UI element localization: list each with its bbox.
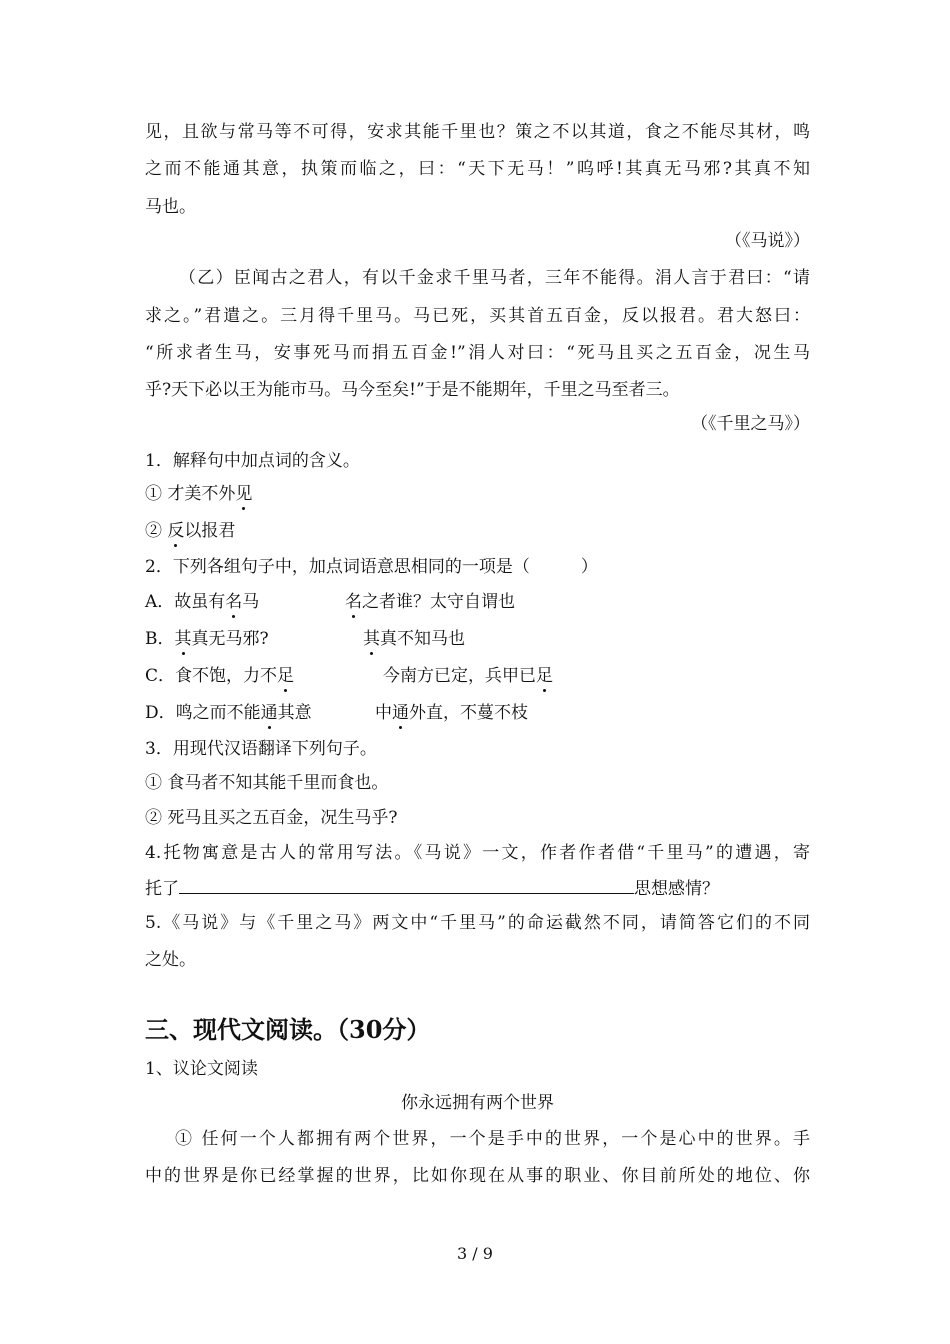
dotted-word: 反: [167, 521, 185, 541]
passage-a-line-1: 见，且欲与常马等不可得，安求其能千里也？策之不以其道，食之不能尽其材，鸣: [145, 122, 810, 142]
dotted-word: 名: [225, 592, 243, 612]
question-2-option-c: C．食不饱，力不足 今南方已定，兵甲已足: [145, 666, 553, 686]
dotted-word: 足: [277, 666, 295, 686]
passage-a-line-3: 马也。: [145, 197, 196, 217]
question-5-line-1: 5.《马说》与《千里之马》两文中“千里马”的命运截然不同，请简答它们的不同: [145, 913, 810, 933]
article-line-1: ① 任何一个人都拥有两个世界，一个是手中的世界，一个是心中的世界。手: [175, 1129, 810, 1149]
passage-b-line-3: “所求者生马，安事死马而捐五百金!”涓人对曰：“死马且买之五百金，况生马: [145, 343, 810, 363]
dotted-word: 通: [392, 703, 409, 723]
question-3-item-2: ② 死马且买之五百金，况生马乎?: [145, 808, 398, 828]
question-3-item-1: ① 食马者不知其能千里而食也。: [145, 773, 389, 793]
question-2-option-a: A．故虽有名马 名之者谁？太守自谓也: [145, 592, 515, 612]
section-3-heading: 三、现代文阅读。（30分）: [145, 1015, 431, 1044]
passage-a-line-2: 之而不能通其意，执策而临之，曰：“天下无马！”呜呼!其真无马邪?其真不知: [145, 159, 810, 179]
answer-blank[interactable]: [179, 878, 634, 894]
article-title: 你永远拥有两个世界: [401, 1093, 554, 1113]
dotted-word: 其: [174, 629, 192, 649]
question-3-stem: 3．用现代汉语翻译下列句子。: [145, 739, 377, 759]
page-number: 3 / 9: [457, 1244, 493, 1263]
question-2-option-d: D．鸣之而不能通其意 中通外直，不蔓不枝: [145, 703, 528, 723]
question-1-item-2: ② 反以报君: [145, 521, 236, 541]
dotted-word: 足: [536, 666, 553, 686]
question-2-option-b: B．其真无马邪? 其真不知马也: [145, 629, 465, 649]
dotted-word: 见: [235, 484, 253, 504]
question-5-line-2: 之处。: [145, 950, 196, 970]
question-1-stem: 1．解释句中加点词的含义。: [145, 451, 360, 471]
dotted-word: 名: [345, 592, 362, 612]
question-2-stem: 2．下列各组句子中，加点词语意思相同的一项是（ ）: [145, 557, 598, 577]
question-4-line-1: 4.托物寓意是古人的常用写法。《马说》一文，作者作者借“千里马”的遭遇，寄: [145, 843, 810, 863]
dotted-word: 通: [260, 703, 278, 723]
passage-b-line-4: 乎?天下必以王为能市马。马今至矣!”于是不能期年，千里之马至者三。: [145, 380, 680, 400]
question-4-line-2: 托了 思想感情？: [145, 879, 719, 899]
passage-b-source: （《千里之马》）: [691, 414, 810, 434]
section-3-subheading: 1、议论文阅读: [145, 1059, 258, 1079]
article-line-2: 中的世界是你已经掌握的世界，比如你现在从事的职业、你目前所处的地位、你: [145, 1166, 810, 1186]
dotted-word: 其: [363, 629, 380, 649]
question-1-item-1: ① 才美不外见: [145, 484, 253, 504]
passage-a-source: （《马说》）: [725, 231, 810, 251]
passage-b-line-2: 求之。”君遣之。三月得千里马。马已死，买其首五百金，反以报君。君大怒曰：: [145, 306, 810, 326]
passage-b-line-1: （乙）臣闻古之君人，有以千金求千里马者，三年不能得。涓人言于君曰：“请: [179, 268, 810, 288]
